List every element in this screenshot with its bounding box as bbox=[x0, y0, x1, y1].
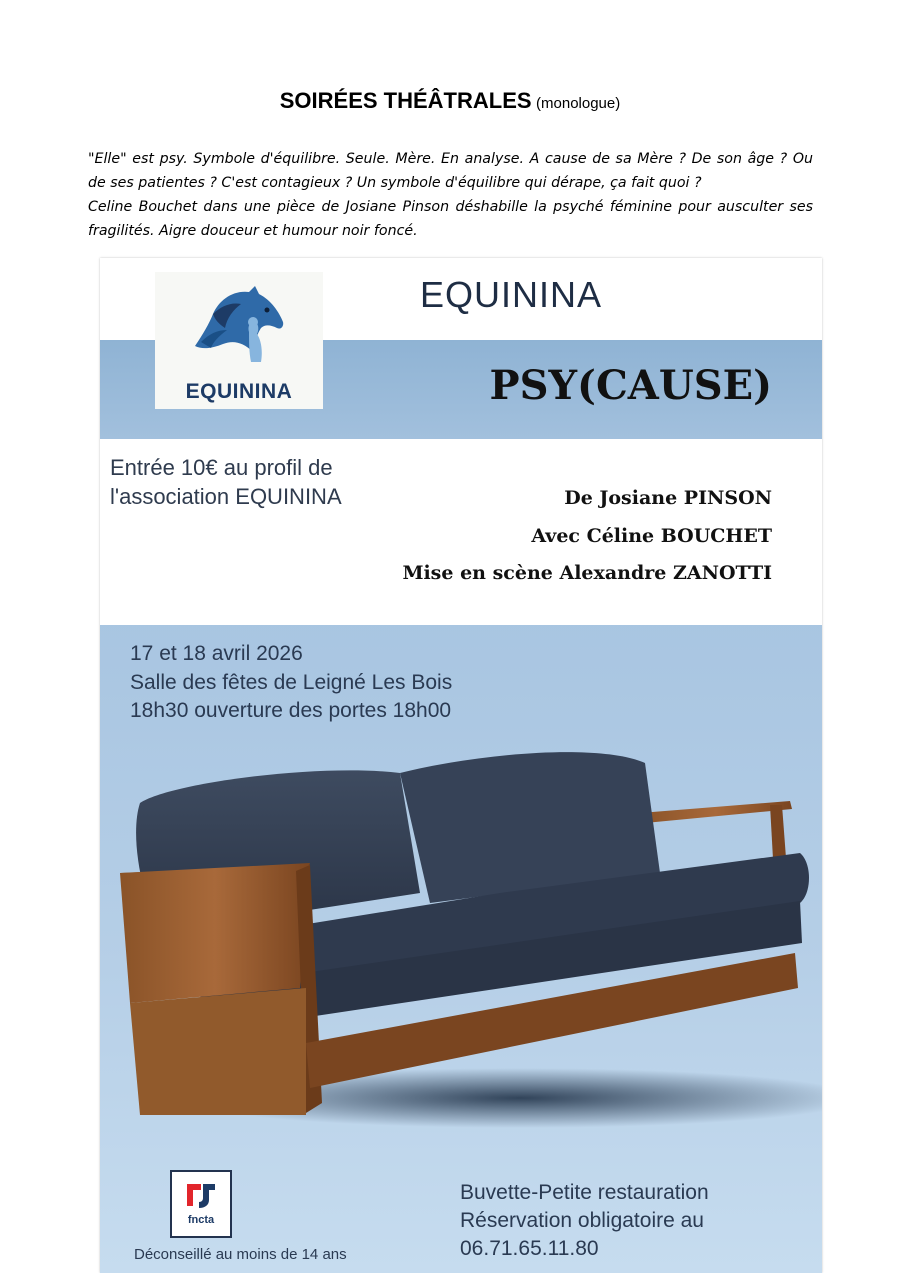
event-poster bbox=[100, 258, 822, 1273]
intro-paragraph-1: "Elle" est psy. Symbole d'équilibre. Seule. Mère. En analyse. A cause de sa Mère ? De son âge ? Ou de ses patientes ? C'est contagieux ? Un symbole d'équilibre qui dérape, ça fait quoi ? bbox=[88, 151, 813, 191]
event-date: 17 et 18 avril 2026 bbox=[130, 642, 303, 665]
page-heading bbox=[0, 88, 900, 114]
reservation-line: Réservation obligatoire au bbox=[460, 1209, 704, 1232]
fncta-logo-icon bbox=[183, 1180, 219, 1210]
refreshment-reservation-info bbox=[460, 1179, 709, 1263]
intro-paragraph-2: Celine Bouchet dans une pièce de Josiane Pinson déshabille la psyché féminine pour ausculter ses fragilités. Aigre douceur et humour noir foncé. bbox=[88, 199, 813, 239]
fncta-logo bbox=[170, 1170, 232, 1238]
fncta-label: fncta bbox=[187, 1214, 215, 1226]
event-time: 18h30 ouverture des portes 18h00 bbox=[130, 699, 452, 722]
entry-line-2: l'association EQUININA bbox=[110, 484, 342, 509]
age-warning: Déconseillé au moins de 14 ans bbox=[134, 1246, 347, 1263]
horse-woman-logo-icon bbox=[189, 284, 289, 374]
play-title: PSY(CAUSE) bbox=[489, 362, 772, 409]
entry-line-1: Entrée 10€ au profil de bbox=[110, 455, 333, 480]
credit-author: De Josiane PINSON bbox=[564, 487, 772, 509]
credit-director: Mise en scène Alexandre ZANOTTI bbox=[402, 562, 772, 584]
event-details bbox=[130, 640, 452, 726]
logo-text: EQUININA bbox=[185, 380, 293, 403]
equinina-logo bbox=[155, 272, 323, 409]
heading-title: SOIRÉES THÉÂTRALES bbox=[279, 88, 532, 113]
play-credits bbox=[402, 480, 772, 593]
intro-text bbox=[88, 147, 813, 243]
event-venue: Salle des fêtes de Leigné Les Bois bbox=[130, 670, 453, 694]
floating-sofa-icon bbox=[100, 743, 822, 1163]
phone-number: 06.71.65.11.80 bbox=[460, 1237, 599, 1260]
credit-actor: Avec Céline BOUCHET bbox=[531, 524, 772, 547]
heading-subtitle: (monologue) bbox=[536, 95, 621, 112]
entry-price-info bbox=[110, 453, 342, 511]
buvette-line: Buvette-Petite restauration bbox=[460, 1181, 709, 1204]
association-title: EQUININA bbox=[420, 274, 603, 315]
